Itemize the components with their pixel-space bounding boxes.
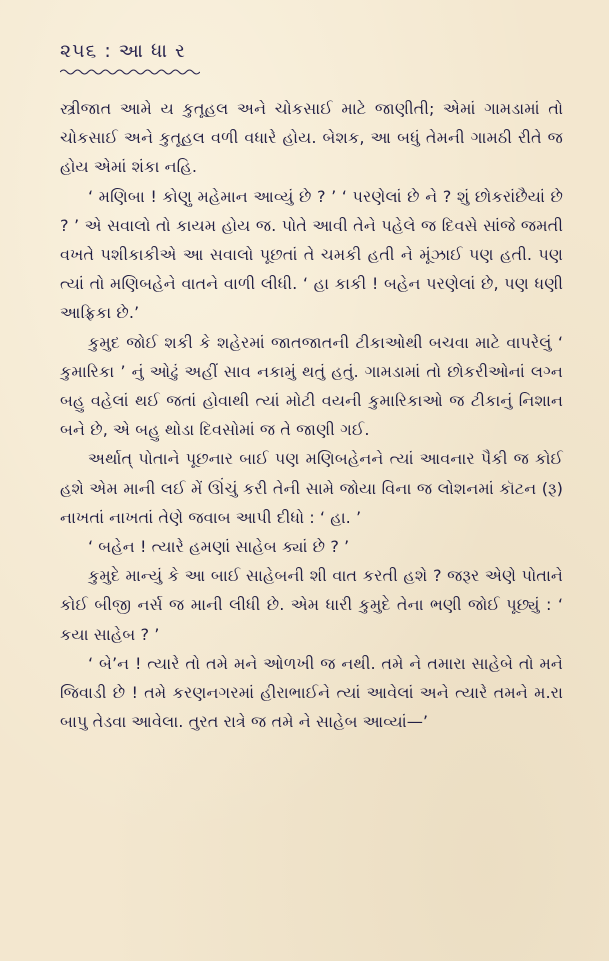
paragraph-5: ‘ બહેન ! ત્યારે હમણાં સાહેબ ક્યાં છે ? ’ xyxy=(88,537,350,557)
decorative-wavy-underline xyxy=(60,68,200,76)
paragraph-7: ‘ બે’ન ! ત્યારે તો તમે મને ઓળખી જ નથી. તમે ને તમારા સાહેબે તો મને જિવાડી છે ! તમે કરણનગરમાં હીરાભાઈને ત્યાં આવેલાં અને ત્યારે તમને મ.રા બાપુ તેડવા આવેલા. તુરત રાત્રે જ તમે ને સાહેબ આવ્યાં—’ xyxy=(60,653,563,732)
page-header xyxy=(60,40,260,86)
paragraph-2: ‘ મણિબા ! કોણુ મહેમાન આવ્યું છે ? ’ ‘ પરણેલાં છે ને ? શું છોકરાંછૈયાં છે ? ’ એ સવાલો તો કાયમ હોય જ. પોતે આવી તેને પહેલે જ દિવસે સાંજે જમતી વખતે પશીકાકીએ આ સવાલો પૂછતાં તે ચમકી હતી ને મૂંઝાઈ પણ હતી. પણ ત્યાં તો મણિબહેને વાતને વાળી લીધી. ‘ હા કાકી ! બહેન પરણેલાં છે, પણ ધણી આફ્રિકા છે.’ xyxy=(60,186,563,323)
page-number-and-book-title: ૨૫૬ : આ ધા ર xyxy=(60,40,186,62)
paragraph-1: સ્ત્રીજાત આમે ય કુતૂહલ અને ચોકસાઈ માટે જાણીતી; એમાં ગામડામાં તો ચોકસાઈ અને કુતૂહલ વળી વધારે હોય. બેશક, આ બધું તેમની ગામઠી રીતે જ હોય એમાં શંકા નહિ. xyxy=(60,99,563,177)
body-text xyxy=(60,94,563,736)
paragraph-3: કુમુદ જોઈ શકી કે શહેરમાં જાતજાતની ટીકાઓથી બચવા માટે વાપરેલું ‘ કુમારિકા ’ નું ઓઢું અહીં સાવ નકામું થતું હતું. ગામડામાં તો છોકરીઓનાં લગ્ન બહુ વહેલાં થઈ જતાં હોવાથી ત્યાં મોટી વયની કુમારિકાઓ જ ટીકાનું નિશાન બને છે, એ બહુ થોડા દિવસોમાં જ તે જાણી ગઈ. xyxy=(60,332,563,440)
paragraph-4: અર્થાત્ પોતાને પૂછનાર બાઈ પણ મણિબહેનને ત્યાં આવનાર પૈકી જ કોઈ હશે એમ માની લઈ મેં ઊંચું કરી તેની સામે જોયા વિના જ લોશનમાં કૉટન (રૂ) નાખતાં નાખતાં તેણે જવાબ આપી દીધો : ‘ હા. ’ xyxy=(60,449,563,527)
paragraph-6: કુમુદે માન્યું કે આ બાઈ સાહેબની શી વાત કરતી હશે ? જરૂર એણે પોતાને કોઈ બીજી નર્સ જ માની લીધી છે. એમ ધારી કુમુદે તેના ભણી જોઈ પૂછ્યું : ‘ કયા સાહેબ ? ’ xyxy=(60,566,563,644)
